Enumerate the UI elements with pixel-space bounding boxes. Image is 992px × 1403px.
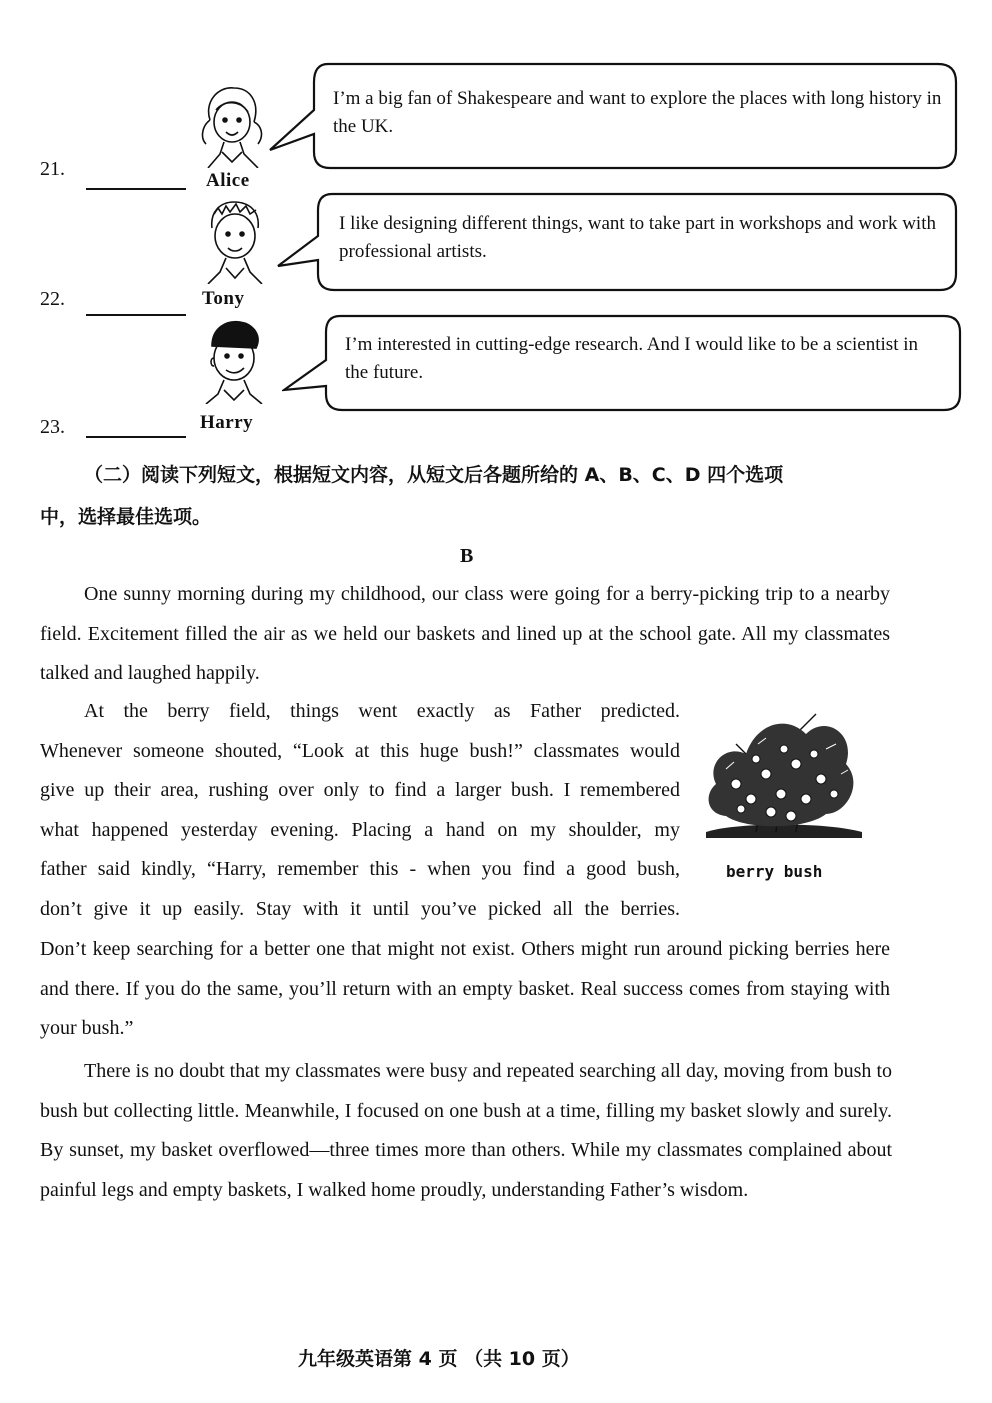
p2-line-5: father said kindly, “Harry, remember this - when you find a good bush, xyxy=(40,858,680,880)
harry-avatar xyxy=(200,318,270,404)
answer-blank-22[interactable] xyxy=(86,314,186,316)
speech-text-tony: I like designing different things, want to take part in workshops and work with professional artists. xyxy=(339,213,936,262)
instruction-line-2: 中，选择最佳选项。 xyxy=(40,506,212,528)
figure-caption: berry bush xyxy=(726,862,823,881)
p2-rest-text: Don’t keep searching for a better one that might not exist. Others might run around picking berries here and there. If you do the same, you’ll return with an empty basket. Real success comes from staying with your bush.” xyxy=(40,938,890,1039)
berry-bush-image xyxy=(696,704,866,844)
alice-avatar xyxy=(196,82,266,168)
p2-line-6: don’t give it up easily. Stay with it until you’ve picked all the berries. xyxy=(40,897,680,920)
student-name-alice: Alice xyxy=(206,170,250,191)
p2-line-4: what happened yesterday evening. Placing a hand on my shoulder, my xyxy=(40,818,680,841)
question-number-21: 21. xyxy=(40,158,65,180)
passage-paragraph-2-rest xyxy=(40,930,890,1049)
page-footer: 九年级英语第 4 页 （共 10 页） xyxy=(298,1348,580,1370)
student-name-harry: Harry xyxy=(200,412,254,433)
p2-line-1: At the berry field, things went exactly as Father predicted. xyxy=(84,700,680,722)
question-number-23: 23. xyxy=(40,416,65,438)
passage-paragraph-1 xyxy=(40,575,890,694)
p2-line-2: Whenever someone shouted, “Look at this huge bush!” classmates would xyxy=(40,739,680,762)
instruction-line-1: （二）阅读下列短文，根据短文内容，从短文后各题所给的 A、B、C、D 四个选项 xyxy=(84,464,784,486)
p2-line-3: give up their area, rushing over only to find a larger bush. I remembered xyxy=(40,779,680,801)
section-instruction xyxy=(40,454,940,538)
passage-letter: B xyxy=(460,545,474,567)
passage-paragraph-3 xyxy=(40,1052,892,1210)
question-number-22: 22. xyxy=(40,288,65,310)
answer-blank-21[interactable] xyxy=(86,188,186,190)
paragraph-1-text: One sunny morning during my childhood, our class were going for a berry-picking trip to a nearby field. Excitement filled the air as we held our baskets and lined up at the school gate. All my classmates talked and laughed happily. xyxy=(40,583,890,684)
speech-text-harry: I’m interested in cutting-edge research. And I would like to be a scientist in the future. xyxy=(345,334,918,383)
passage-paragraph-2-wrapped xyxy=(40,692,680,929)
answer-blank-23[interactable] xyxy=(86,436,186,438)
speech-text-alice: I’m a big fan of Shakespeare and want to explore the places with long history in the UK. xyxy=(333,88,942,137)
paragraph-3-text: There is no doubt that my classmates were busy and repeated searching all day, moving from bush to bush but collecting little. Meanwhile, I focused on one bush at a time, filling my basket slowly and surely. By sunset, my basket overflowed—three times more than others. While my classmates complained about painful legs and empty baskets, I walked home proudly, understanding Father’s wisdom. xyxy=(40,1060,892,1201)
tony-avatar xyxy=(200,198,270,284)
student-name-tony: Tony xyxy=(202,288,245,309)
